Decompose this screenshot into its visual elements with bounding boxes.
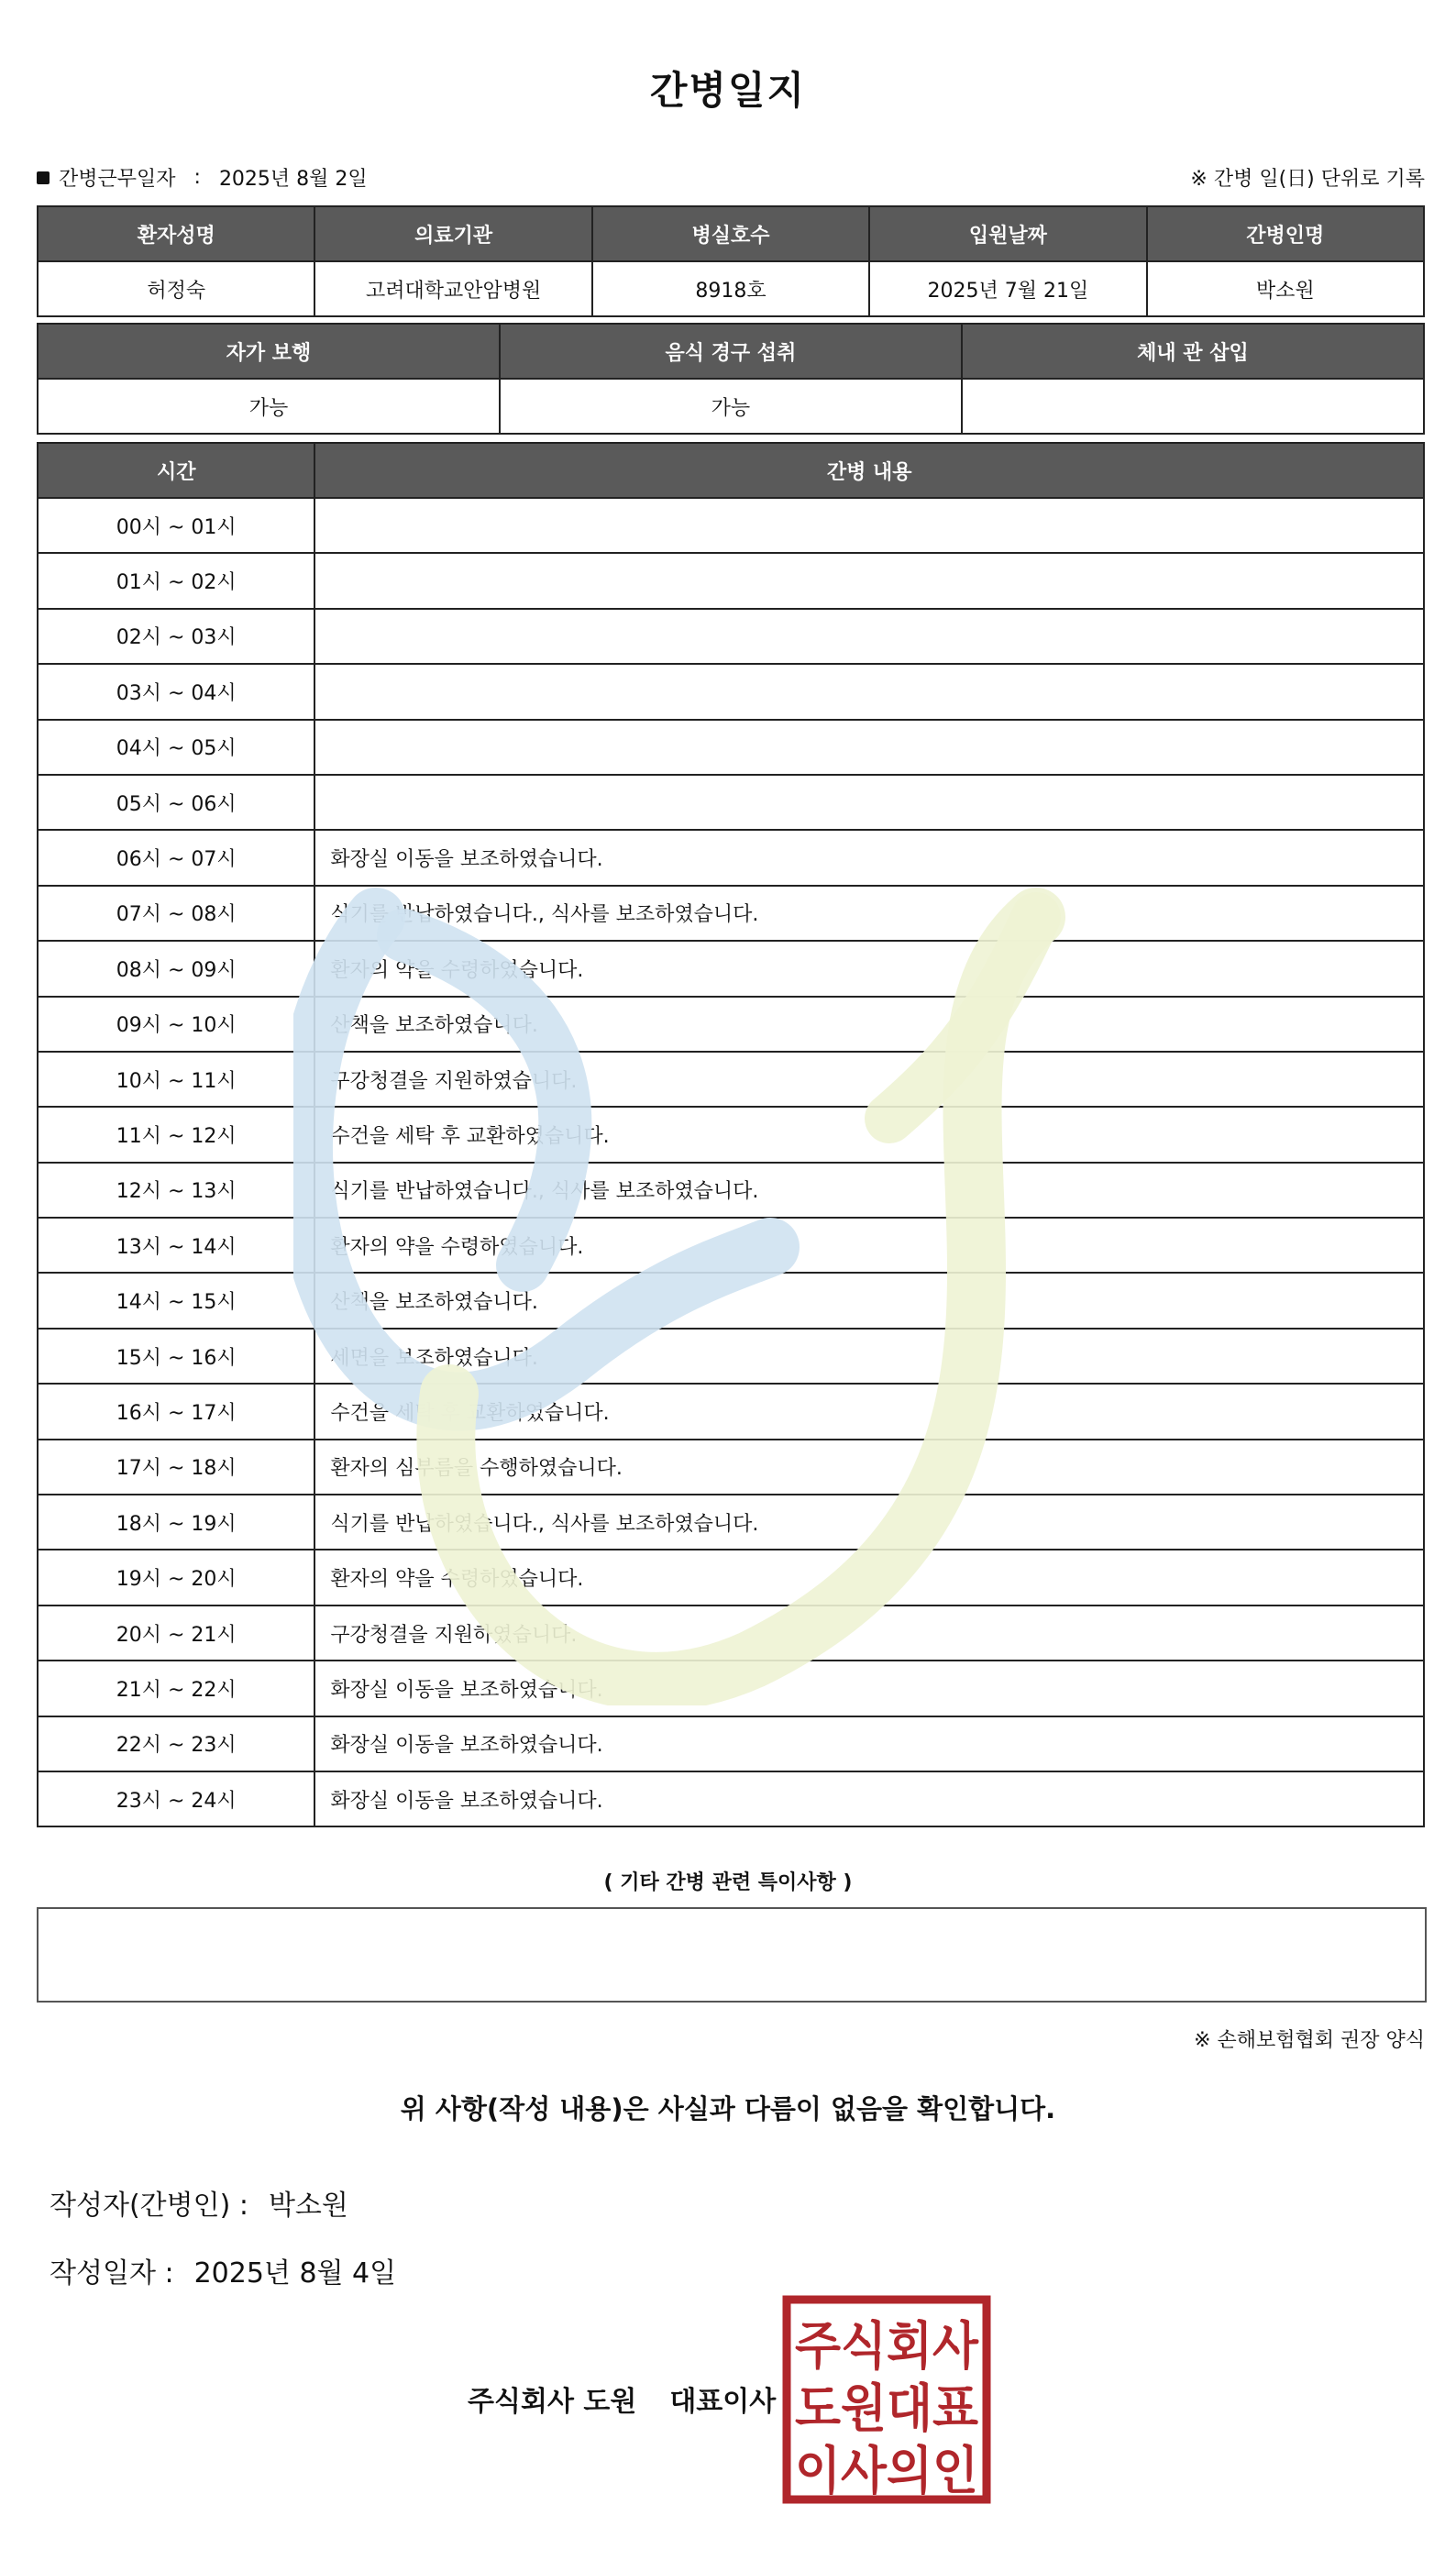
confirmation-statement: 위 사항(작성 내용)은 사실과 다름이 없음을 확인합니다.	[400, 2093, 1056, 2124]
care-content: 환자의 심부름을 수행하였습니다.	[314, 1440, 1424, 1495]
table-row	[38, 1495, 1424, 1550]
header-admission-date: 입원날짜	[869, 206, 1146, 261]
work-date-value: 2025년 8월 2일	[218, 168, 368, 191]
company-seal-stamp	[781, 2294, 992, 2505]
header-caregiver-name: 간병인명	[1147, 206, 1424, 261]
special-notes-box	[37, 1907, 1427, 2003]
care-content: 구강청결을 지원하였습니다.	[314, 1606, 1424, 1661]
table-row	[38, 1606, 1424, 1661]
table-row	[38, 830, 1424, 885]
work-date-line	[37, 163, 368, 192]
care-content	[314, 609, 1424, 664]
care-content: 세면을 보조하였습니다.	[314, 1329, 1424, 1384]
header-room-number: 병실호수	[592, 206, 869, 261]
care-content: 환자의 약을 수령하였습니다.	[314, 1218, 1424, 1273]
table-row	[38, 720, 1424, 775]
write-date-line	[50, 2250, 396, 2290]
time-slot: 20시 ~ 21시	[38, 1606, 314, 1661]
care-content	[314, 775, 1424, 830]
company-signature	[468, 2378, 776, 2419]
time-slot: 12시 ~ 13시	[38, 1163, 314, 1218]
care-content: 식기를 반납하였습니다., 식사를 보조하였습니다.	[314, 1163, 1424, 1218]
table-row	[38, 941, 1424, 996]
time-slot: 04시 ~ 05시	[38, 720, 314, 775]
table-row	[38, 1440, 1424, 1495]
table-row	[38, 498, 1424, 553]
table-row	[38, 1329, 1424, 1384]
table-row	[38, 1107, 1424, 1162]
time-slot: 10시 ~ 11시	[38, 1052, 314, 1107]
care-content: 화장실 이동을 보조하였습니다.	[314, 1716, 1424, 1771]
patient-condition-value-row	[38, 379, 1424, 434]
time-slot: 16시 ~ 17시	[38, 1384, 314, 1439]
table-row	[38, 1550, 1424, 1605]
special-notes-title: ( 기타 간병 관련 특이사항 )	[603, 1871, 853, 1894]
hourly-care-table	[37, 442, 1425, 1827]
header-time: 시간	[38, 443, 314, 498]
table-row	[38, 609, 1424, 664]
time-slot: 11시 ~ 12시	[38, 1107, 314, 1162]
table-row	[38, 1661, 1424, 1716]
company-name: 주식회사 도원	[468, 2386, 637, 2418]
meta-row	[37, 163, 1425, 196]
care-content	[314, 498, 1424, 553]
header-tube-insertion: 체내 관 삽입	[962, 324, 1424, 379]
write-date-label: 작성일자 :	[50, 2257, 174, 2290]
table-row	[38, 1384, 1424, 1439]
care-content	[314, 720, 1424, 775]
table-row	[38, 997, 1424, 1052]
record-unit-note: ※ 간병 일(日) 단위로 기록	[1190, 168, 1425, 191]
writer-line	[50, 2182, 348, 2223]
table-row	[38, 1163, 1424, 1218]
seal-line-1: 주식회사	[795, 2317, 979, 2377]
patient-condition-table	[37, 323, 1425, 435]
time-slot: 14시 ~ 15시	[38, 1273, 314, 1328]
table-row	[38, 1273, 1424, 1328]
care-content: 화장실 이동을 보조하였습니다.	[314, 1661, 1424, 1716]
header-patient-name: 환자성명	[38, 206, 314, 261]
header-oral-intake: 음식 경구 섭취	[500, 324, 962, 379]
care-content: 화장실 이동을 보조하였습니다.	[314, 830, 1424, 885]
work-date-separator: :	[193, 166, 201, 189]
patient-info-header-row	[38, 206, 1424, 261]
seal-line-3: 이사의인	[795, 2442, 978, 2501]
tube-insertion	[962, 379, 1424, 434]
work-date-label: 간병근무일자	[59, 168, 176, 191]
care-content: 환자의 약을 수령하였습니다.	[314, 1550, 1424, 1605]
time-slot: 09시 ~ 10시	[38, 997, 314, 1052]
time-slot: 05시 ~ 06시	[38, 775, 314, 830]
time-slot: 08시 ~ 09시	[38, 941, 314, 996]
table-row	[38, 775, 1424, 830]
seal-line-2: 도원대표	[795, 2379, 978, 2439]
representative-title: 대표이사	[669, 2386, 777, 2418]
time-slot: 18시 ~ 19시	[38, 1495, 314, 1550]
care-content: 식기를 반납하였습니다., 식사를 보조하였습니다.	[314, 886, 1424, 941]
table-row	[38, 1052, 1424, 1107]
care-content: 수건을 세탁 후 교환하였습니다.	[314, 1384, 1424, 1439]
writer-name: 박소원	[268, 2190, 348, 2222]
caregiver-name: 박소원	[1147, 261, 1424, 316]
patient-info-value-row	[38, 261, 1424, 316]
care-content: 산책을 보조하였습니다.	[314, 997, 1424, 1052]
time-slot: 07시 ~ 08시	[38, 886, 314, 941]
care-content: 산책을 보조하였습니다.	[314, 1273, 1424, 1328]
table-row	[38, 1771, 1424, 1826]
time-slot: 02시 ~ 03시	[38, 609, 314, 664]
self-walking: 가능	[38, 379, 500, 434]
room-number: 8918호	[592, 261, 869, 316]
table-row	[38, 1716, 1424, 1771]
time-slot: 13시 ~ 14시	[38, 1218, 314, 1273]
care-content: 화장실 이동을 보조하였습니다.	[314, 1771, 1424, 1826]
care-content	[314, 664, 1424, 719]
table-row	[38, 1218, 1424, 1273]
hospital: 고려대학교안암병원	[314, 261, 591, 316]
care-content: 수건을 세탁 후 교환하였습니다.	[314, 1107, 1424, 1162]
header-care-content: 간병 내용	[314, 443, 1424, 498]
time-slot: 21시 ~ 22시	[38, 1661, 314, 1716]
page-title: 간병일지	[649, 68, 807, 113]
patient-info-table	[37, 205, 1425, 317]
header-self-walking: 자가 보행	[38, 324, 500, 379]
patient-name: 허정숙	[38, 261, 314, 316]
patient-condition-header-row	[38, 324, 1424, 379]
admission-date: 2025년 7월 21일	[869, 261, 1146, 316]
time-slot: 15시 ~ 16시	[38, 1329, 314, 1384]
time-slot: 00시 ~ 01시	[38, 498, 314, 553]
oral-intake: 가능	[500, 379, 962, 434]
time-slot: 17시 ~ 18시	[38, 1440, 314, 1495]
writer-label: 작성자(간병인) :	[50, 2190, 248, 2222]
form-source-note: ※ 손해보험협회 권장 양식	[1194, 2029, 1425, 2052]
time-slot: 19시 ~ 20시	[38, 1550, 314, 1605]
time-slot: 06시 ~ 07시	[38, 830, 314, 885]
header-hospital: 의료기관	[314, 206, 591, 261]
care-content: 구강청결을 지원하였습니다.	[314, 1052, 1424, 1107]
time-slot: 22시 ~ 23시	[38, 1716, 314, 1771]
hourly-care-header-row	[38, 443, 1424, 498]
hourly-care-body	[38, 498, 1424, 1826]
time-slot: 23시 ~ 24시	[38, 1771, 314, 1826]
table-row	[38, 886, 1424, 941]
care-content: 식기를 반납하였습니다., 식사를 보조하였습니다.	[314, 1495, 1424, 1550]
table-row	[38, 553, 1424, 608]
time-slot: 01시 ~ 02시	[38, 553, 314, 608]
table-row	[38, 664, 1424, 719]
care-content	[314, 553, 1424, 608]
time-slot: 03시 ~ 04시	[38, 664, 314, 719]
care-content: 환자의 약을 수령하였습니다.	[314, 941, 1424, 996]
square-bullet-icon	[37, 171, 50, 184]
write-date-value: 2025년 8월 4일	[193, 2257, 397, 2290]
